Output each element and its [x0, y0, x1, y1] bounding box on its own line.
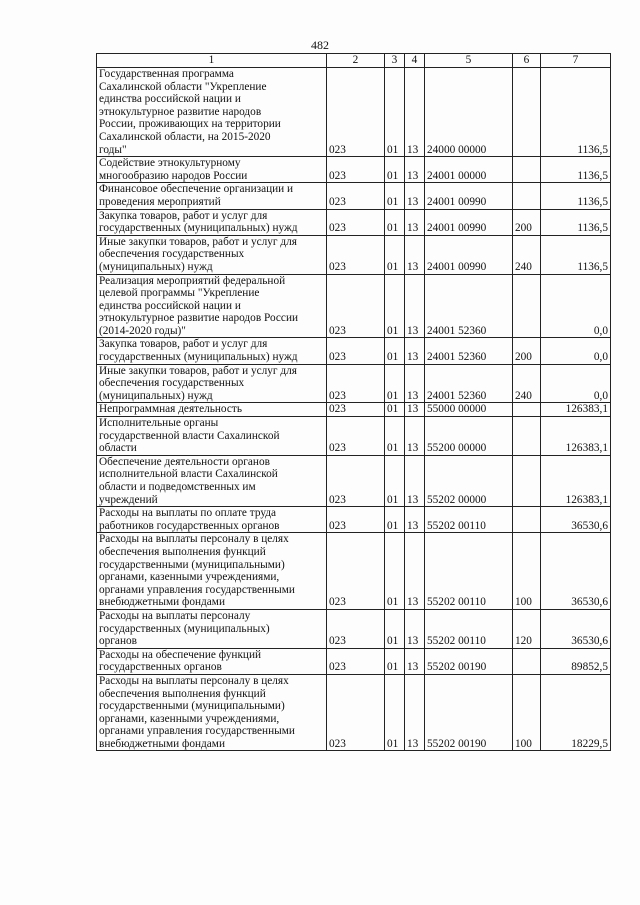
expense-type-cell: [513, 183, 541, 209]
row-name-cell: Расходы на выплаты персоналу в целях обеспечения выполнения функций государственными (муниципальными) органами, казенными учреждениями, органами управления государственными внебюджетными фондами: [97, 674, 327, 751]
expense-type-cell: [513, 68, 541, 157]
row-name-cell: Содействие этнокультурному многообразию народов России: [97, 157, 327, 183]
target-article-cell: 24001 52360: [425, 364, 513, 403]
target-article-cell: 24001 52360: [425, 338, 513, 364]
section-cell: 01: [385, 157, 405, 183]
row-name-cell: Реализация мероприятий федеральной целевой программы "Укрепление единства российской нации и этнокультурное развитие народов России (2014-2020 годы)": [97, 274, 327, 338]
page-number: 482: [311, 38, 329, 52]
table-row: [97, 364, 611, 403]
table-row: [97, 403, 611, 417]
row-name-cell: Закупка товаров, работ и услуг для государственных (муниципальных) нужд: [97, 209, 327, 235]
row-name-cell: Иные закупки товаров, работ и услуг для обеспечения государственных (муниципальных) нужд: [97, 364, 327, 403]
table-row: [97, 533, 611, 610]
target-article-cell: 55202 00190: [425, 674, 513, 751]
code-cell: 023: [327, 648, 385, 674]
column-header: 3: [385, 54, 405, 68]
expense-type-cell: 240: [513, 235, 541, 274]
subsection-cell: 13: [405, 533, 425, 610]
amount-cell: 36530,6: [541, 507, 611, 533]
subsection-cell: 13: [405, 157, 425, 183]
row-name-cell: Финансовое обеспечение организации и проведения мероприятий: [97, 183, 327, 209]
amount-cell: 1136,5: [541, 235, 611, 274]
section-cell: 01: [385, 403, 405, 417]
table-row: [97, 609, 611, 648]
column-header: 1: [97, 54, 327, 68]
table-row: [97, 417, 611, 456]
table-row: [97, 68, 611, 157]
table-row: [97, 157, 611, 183]
section-cell: 01: [385, 609, 405, 648]
budget-table: [96, 53, 611, 751]
row-name-cell: Расходы на выплаты персоналу в целях обеспечения выполнения функций государственными (муниципальными) органами, казенными учреждениями, органами управления государственными внебюджетными фондами: [97, 533, 327, 610]
amount-cell: 0,0: [541, 338, 611, 364]
amount-cell: 126383,1: [541, 455, 611, 506]
target-article-cell: 24001 52360: [425, 274, 513, 338]
amount-cell: 36530,6: [541, 609, 611, 648]
subsection-cell: 13: [405, 455, 425, 506]
table-row: [97, 507, 611, 533]
section-cell: 01: [385, 68, 405, 157]
expense-type-cell: 120: [513, 609, 541, 648]
expense-type-cell: [513, 274, 541, 338]
expense-type-cell: 100: [513, 533, 541, 610]
section-cell: 01: [385, 183, 405, 209]
column-header: 4: [405, 54, 425, 68]
column-header: 7: [541, 54, 611, 68]
target-article-cell: 24001 00990: [425, 235, 513, 274]
section-cell: 01: [385, 648, 405, 674]
expense-type-cell: 100: [513, 674, 541, 751]
code-cell: 023: [327, 235, 385, 274]
row-name-cell: Иные закупки товаров, работ и услуг для обеспечения государственных (муниципальных) нужд: [97, 235, 327, 274]
row-name-cell: Закупка товаров, работ и услуг для государственных (муниципальных) нужд: [97, 338, 327, 364]
column-header: 6: [513, 54, 541, 68]
subsection-cell: 13: [405, 364, 425, 403]
amount-cell: 126383,1: [541, 403, 611, 417]
table-row: [97, 455, 611, 506]
column-header: 2: [327, 54, 385, 68]
amount-cell: 0,0: [541, 364, 611, 403]
target-article-cell: 55000 00000: [425, 403, 513, 417]
section-cell: 01: [385, 235, 405, 274]
subsection-cell: 13: [405, 403, 425, 417]
expense-type-cell: [513, 157, 541, 183]
section-cell: 01: [385, 674, 405, 751]
expense-type-cell: [513, 403, 541, 417]
expense-type-cell: 200: [513, 338, 541, 364]
expense-type-cell: [513, 417, 541, 456]
section-cell: 01: [385, 507, 405, 533]
subsection-cell: 13: [405, 648, 425, 674]
amount-cell: 1136,5: [541, 209, 611, 235]
target-article-cell: 24000 00000: [425, 68, 513, 157]
section-cell: 01: [385, 417, 405, 456]
table-row: [97, 183, 611, 209]
row-name-cell: Расходы на выплаты по оплате труда работников государственных органов: [97, 507, 327, 533]
subsection-cell: 13: [405, 417, 425, 456]
amount-cell: 126383,1: [541, 417, 611, 456]
code-cell: 023: [327, 455, 385, 506]
code-cell: 023: [327, 403, 385, 417]
target-article-cell: 55202 00110: [425, 609, 513, 648]
row-name-cell: Государственная программа Сахалинской области "Укрепление единства российской нации и этнокультурное развитие народов России, проживающих на территории Сахалинской области, на 2015-2020 годы": [97, 68, 327, 157]
subsection-cell: 13: [405, 183, 425, 209]
table-row: [97, 338, 611, 364]
table-row: [97, 235, 611, 274]
code-cell: 023: [327, 364, 385, 403]
amount-cell: 18229,5: [541, 674, 611, 751]
row-name-cell: Непрограммная деятельность: [97, 403, 327, 417]
expense-type-cell: 240: [513, 364, 541, 403]
expense-type-cell: 200: [513, 209, 541, 235]
table-row: [97, 674, 611, 751]
table-row: [97, 274, 611, 338]
amount-cell: 1136,5: [541, 68, 611, 157]
row-name-cell: Обеспечение деятельности органов исполнительной власти Сахалинской области и подведомственных им учреждений: [97, 455, 327, 506]
subsection-cell: 13: [405, 274, 425, 338]
row-name-cell: Исполнительные органы государственной власти Сахалинской области: [97, 417, 327, 456]
section-cell: 01: [385, 533, 405, 610]
row-name-cell: Расходы на выплаты персоналу государственных (муниципальных) органов: [97, 609, 327, 648]
target-article-cell: 55202 00110: [425, 507, 513, 533]
subsection-cell: 13: [405, 507, 425, 533]
code-cell: 023: [327, 274, 385, 338]
target-article-cell: 24001 00000: [425, 157, 513, 183]
section-cell: 01: [385, 338, 405, 364]
column-header: 5: [425, 54, 513, 68]
code-cell: 023: [327, 183, 385, 209]
code-cell: 023: [327, 609, 385, 648]
amount-cell: 1136,5: [541, 157, 611, 183]
subsection-cell: 13: [405, 609, 425, 648]
code-cell: 023: [327, 417, 385, 456]
code-cell: 023: [327, 507, 385, 533]
target-article-cell: 55202 00110: [425, 533, 513, 610]
amount-cell: 0,0: [541, 274, 611, 338]
amount-cell: 36530,6: [541, 533, 611, 610]
section-cell: 01: [385, 364, 405, 403]
code-cell: 023: [327, 533, 385, 610]
target-article-cell: 24001 00990: [425, 209, 513, 235]
expense-type-cell: [513, 648, 541, 674]
amount-cell: 89852,5: [541, 648, 611, 674]
amount-cell: 1136,5: [541, 183, 611, 209]
section-cell: 01: [385, 455, 405, 506]
subsection-cell: 13: [405, 674, 425, 751]
subsection-cell: 13: [405, 338, 425, 364]
target-article-cell: 55202 00000: [425, 455, 513, 506]
code-cell: 023: [327, 338, 385, 364]
header-row: [97, 54, 611, 68]
expense-type-cell: [513, 507, 541, 533]
target-article-cell: 24001 00990: [425, 183, 513, 209]
code-cell: 023: [327, 68, 385, 157]
table-row: [97, 209, 611, 235]
code-cell: 023: [327, 157, 385, 183]
subsection-cell: 13: [405, 235, 425, 274]
code-cell: 023: [327, 209, 385, 235]
subsection-cell: 13: [405, 209, 425, 235]
code-cell: 023: [327, 674, 385, 751]
section-cell: 01: [385, 209, 405, 235]
row-name-cell: Расходы на обеспечение функций государственных органов: [97, 648, 327, 674]
target-article-cell: 55200 00000: [425, 417, 513, 456]
subsection-cell: 13: [405, 68, 425, 157]
table-row: [97, 648, 611, 674]
section-cell: 01: [385, 274, 405, 338]
expense-type-cell: [513, 455, 541, 506]
target-article-cell: 55202 00190: [425, 648, 513, 674]
